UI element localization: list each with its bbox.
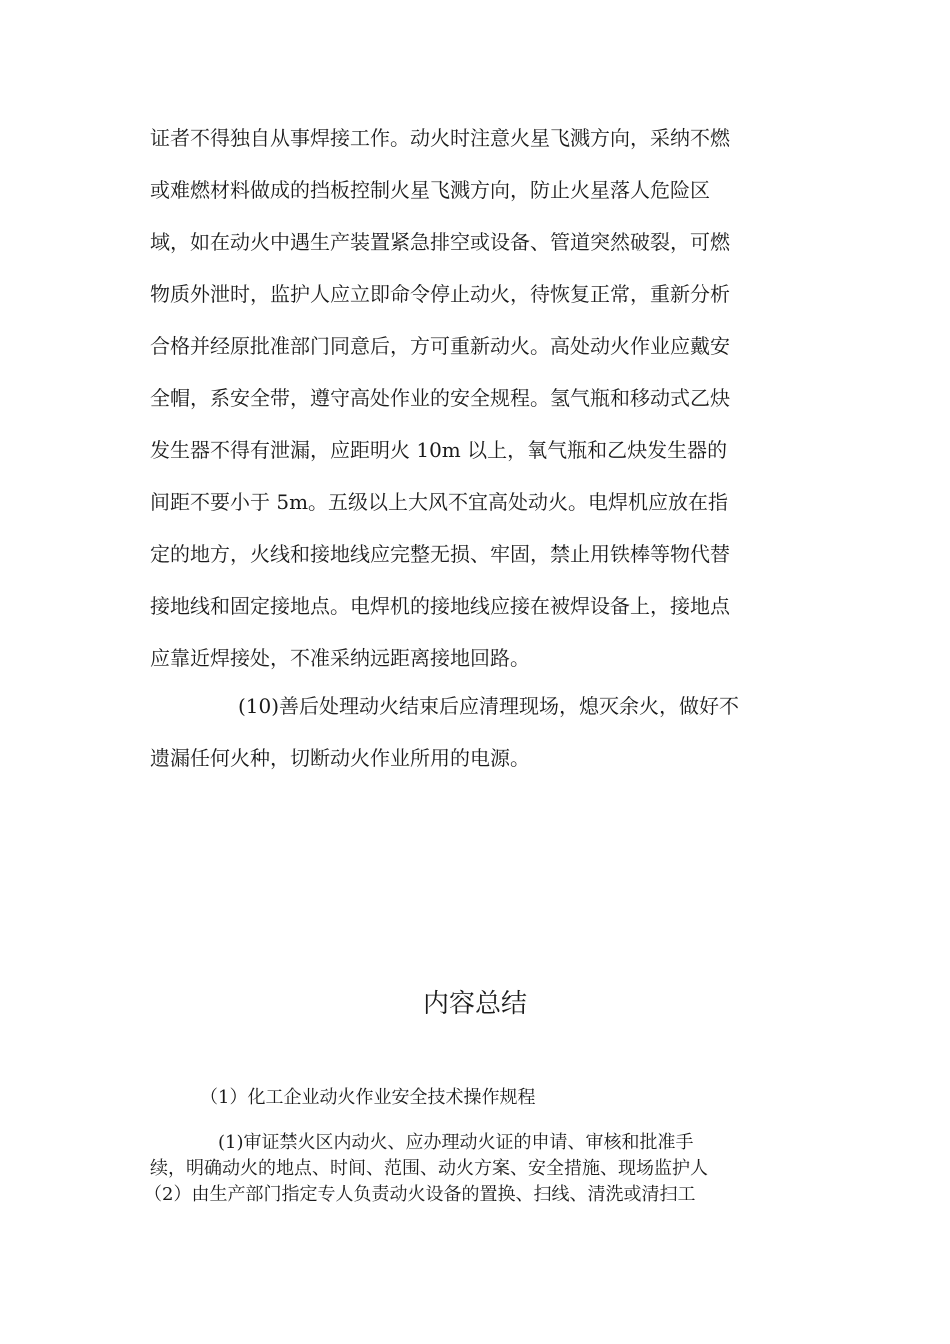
summary-line: （2）由生产部门指定专人负责动火设备的置换、扫线、清洗或清扫工: [144, 1184, 696, 1205]
text-line: 遗漏任何火种，切断动火作业所用的电源。: [150, 746, 530, 770]
summary-line: (1)审证禁火区内动火、应办理动火证的申请、审核和批准手: [218, 1132, 694, 1153]
body-paragraph: [150, 112, 810, 684]
summary-item-1: [150, 1084, 810, 1112]
text-line: 间距不要小于 5m。五级以上大风不宜高处动火。电焊机应放在指: [150, 490, 729, 514]
text-line: 或难燃材料做成的挡板控制火星飞溅方向，防止火星落人危险区: [150, 178, 710, 202]
text-line: (10)善后处理动火结束后应清理现场，熄灭余火，做好不: [238, 694, 740, 718]
summary-item-2: [144, 1130, 810, 1208]
text-line: 合格并经原批准部门同意后，方可重新动火。高处动火作业应戴安: [150, 334, 730, 358]
summary-heading: 内容总结: [422, 989, 527, 1019]
text-line: 全帽，系安全带，遵守高处作业的安全规程。氢气瓶和移动式乙炔: [150, 386, 730, 410]
text-line: 物质外泄时，监护人应立即命令停止动火，待恢复正常，重新分析: [150, 282, 730, 306]
summary-line: 续，明确动火的地点、时间、范围、动火方案、安全措施、现场监护人: [150, 1158, 708, 1179]
summary-line: （1）化工企业动火作业安全技术操作规程: [200, 1087, 536, 1108]
body-paragraph-10: [150, 680, 810, 784]
text-line: 接地线和固定接地点。电焊机的接地线应接在被焊设备上，接地点: [150, 594, 730, 618]
text-line: 应靠近焊接处，不准采纳远距离接地回路。: [150, 646, 530, 670]
text-line: 发生器不得有泄漏，应距明火 10m 以上，氧气瓶和乙炔发生器的: [150, 438, 728, 462]
text-line: 定的地方，火线和接地线应完整无损、牢固，禁止用铁棒等物代替: [150, 542, 730, 566]
text-line: 域，如在动火中遇生产装置紧急排空或设备、管道突然破裂，可燃: [150, 230, 730, 254]
text-line: 证者不得独自从事焊接工作。动火时注意火星飞溅方向，采纳不燃: [150, 126, 730, 150]
